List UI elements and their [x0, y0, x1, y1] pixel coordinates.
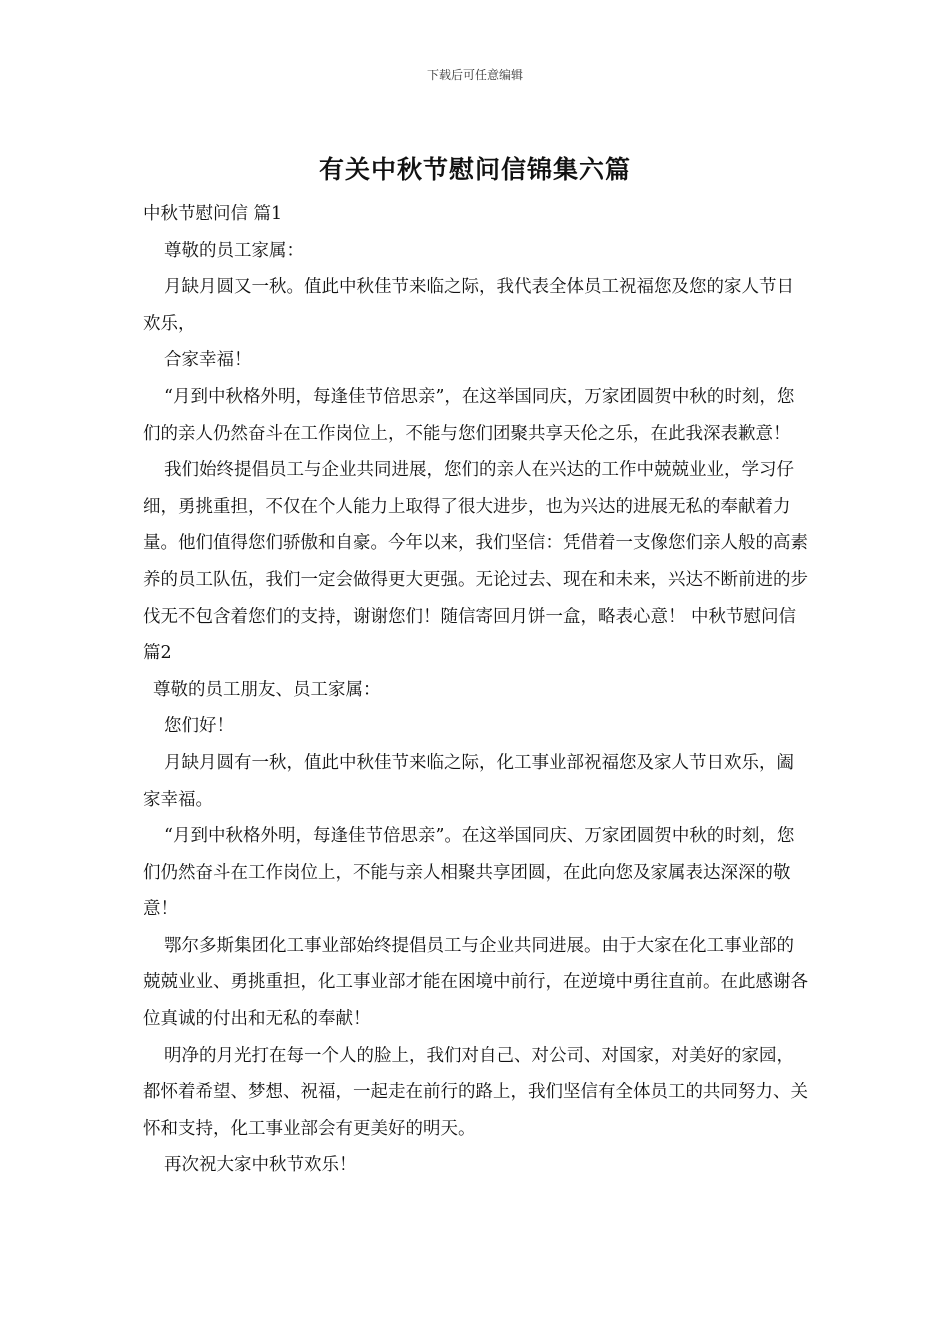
paragraph: 月缺月圆又一秋。值此中秋佳节来临之际，我代表全体员工祝福您及您的家人节日欢乐， — [143, 277, 794, 334]
paragraph: “月到中秋格外明，每逢佳节倍思亲”，在这举国同庆，万家团圆贺中秋的时刻，您们的亲人仍然奋斗在工作岗位上，不能与您们团聚共享天伦之乐，在此我深表歉意！ — [143, 386, 795, 444]
paragraph: “月到中秋格外明，每逢佳节倍思亲”。在这举国同庆、万家团圆贺中秋的时刻，您们仍然奋斗在工作岗位上，不能与亲人相聚共享团圆，在此向您及家属表达深深的敬意！ — [143, 826, 795, 920]
paragraph: 我们始终提倡员工与企业共同进展，您们的亲人在兴达的工作中兢兢业业，学习仔细，勇挑重担，不仅在个人能力上取得了很大进步，也为兴达的进展无私的奉献着力量。他们值得您们骄傲和自豪。今年以来，我们坚信：凭借着一支像您们亲人般的高素养的员工队伍，我们一定会做得更大更强。无论过去、现在和未来，兴达不断前进的步伐无不包含着您们的支持，谢谢您们！随信寄回月饼一盒，略表心意！ 中秋节慰问信 篇2 — [143, 460, 808, 664]
document-title: 有关中秋节慰问信锦集六篇 — [318, 155, 631, 184]
paragraph-salutation-2: 尊敬的员工朋友、员工家属： — [153, 679, 381, 700]
paragraph: 月缺月圆有一秋，值此中秋佳节来临之际，化工事业部祝福您及家人节日欢乐，阖家幸福。 — [143, 752, 794, 810]
paragraph: 鄂尔多斯集团化工事业部始终提倡员工与企业共同进展。由于大家在化工事业部的兢兢业业、勇挑重担，化工事业部才能在困境中前行，在逆境中勇往直前。在此感谢各位真诚的付出和无私的奉献！ — [143, 935, 808, 1030]
header-note: 下载后可任意编辑 — [426, 68, 523, 82]
document-body — [143, 196, 808, 1184]
paragraph-salutation-1: 尊敬的员工家属： — [164, 240, 304, 261]
paragraph-greeting: 您们好！ — [164, 716, 234, 737]
paragraph: 明净的月光打在每一个人的脸上，我们对自己、对公司、对国家，对美好的家园，都怀着希望、梦想、祝福，一起走在前行的路上，我们坚信有全体员工的共同努力、关怀和支持，化工事业部会有更美好的明天。 — [143, 1045, 808, 1139]
paragraph: 合家幸福！ — [164, 350, 252, 371]
paragraph-section-heading-1: 中秋节慰问信 篇1 — [143, 204, 283, 224]
paragraph-closing: 再次祝大家中秋节欢乐！ — [164, 1155, 357, 1176]
